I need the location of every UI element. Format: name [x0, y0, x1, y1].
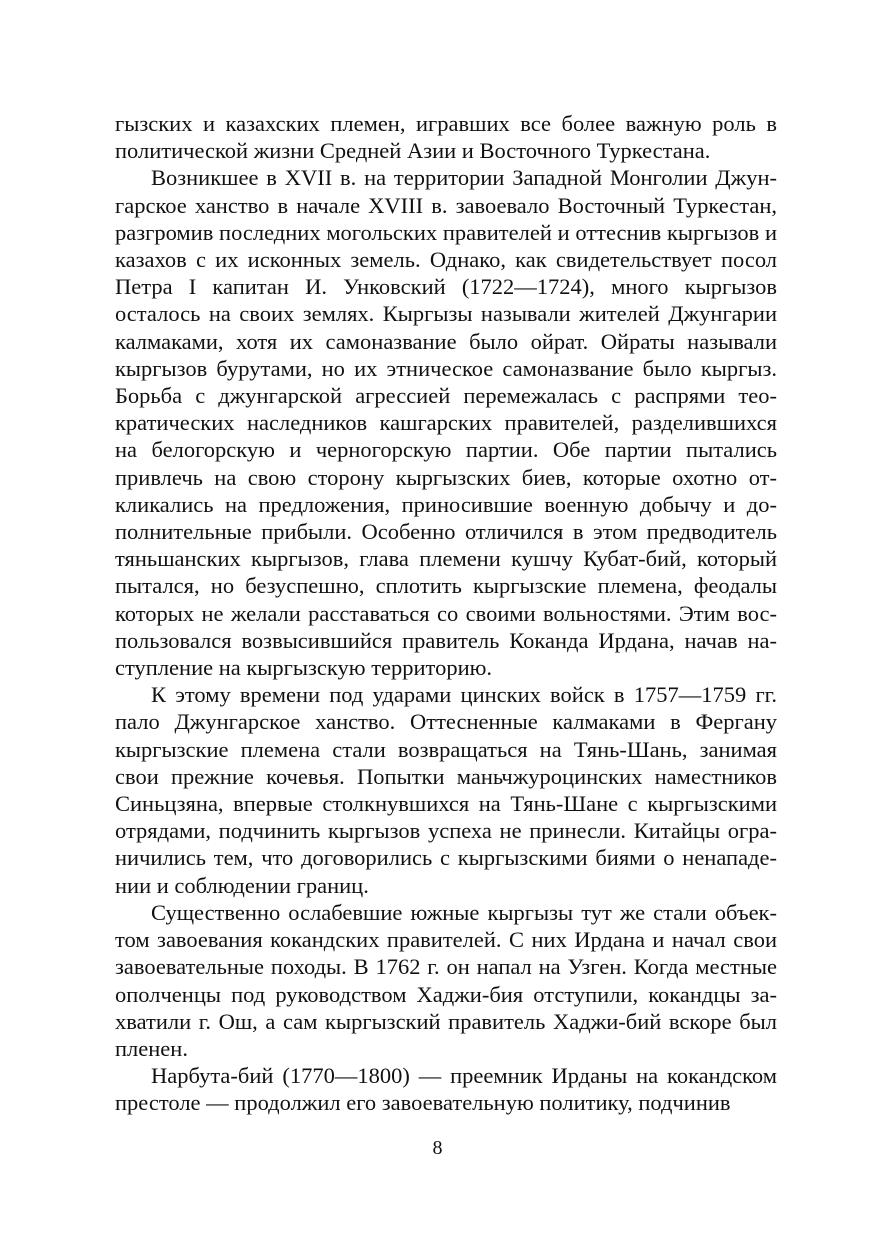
paragraph-5: Нарбута-бий (1770—1800) — преемник Ирданы на кокандском престоле — продолжил его завоевательную политику, подчинив: [115, 1063, 777, 1116]
paragraph-3: К этому времени под ударами цинских войск в 1757—1759 гг. пало Джунгарское ханство. Оттесненные калмаками в Фергану кыргызские племена стали возвращаться на Тянь-Шань, занимая свои прежние кочевья. Попытки маньчжуроцинских наместников Синьцзяна, впервые столкнувшихся на Тянь-Шане с кыргызскими отрядами, подчинить кыргызов успеха не принесли. Китайцы ограничились тем, что договорились с кыргызскими биями о ненападении и соблюдении границ.: [115, 682, 777, 898]
page-text-block: [115, 110, 777, 1117]
paragraph-1: гызских и казахских племен, игравших все более важную роль в политической жизни Средней Азии и Восточного Туркестана.: [115, 111, 777, 164]
paragraph-2: Возникшее в XVII в. на территории Западной Монголии Джунгарское ханство в начале XVIII в. завоевало Восточный Туркестан, разгромив последних могольских правителей и оттеснив кыргызов и казахов с их исконных земель. Однако, как свидетельствует посол Петра I капитан И. Унковский (1722—1724), много кыргызов осталось на своих землях. Кыргызы называли жителей Джунгарии калмаками, хотя их самоназвание было ойрат. Ойраты называли кыргызов бурутами, но их этническое самоназвание было кыргыз. Борьба с джунгарской агрессией перемежалась с распрями теократических наследников кашгарских правителей, разделившихся на белогорскую и черногорскую партии. Обе партии пытались привлечь на свою сторону кыргызских биев, которые охотно откликались на предложения, приносившие военную добычу и дополнительные прибыли. Особенно отличился в этом предводитель тяньшанских кыргызов, глава племени кушчу Кубат-бий, который пытался, но безуспешно, сплотить кыргызские племена, феодалы которых не желали расставаться со своими вольностями. Этим воспользовался возвысившийся правитель Коканда Ирдана, начав наступление на кыргызскую территорию.: [115, 165, 777, 681]
paragraph-4: Существенно ослабевшие южные кыргызы тут же стали объектом завоевания кокандских правителей. С них Ирдана и начал свои завоевательные походы. В 1762 г. он напал на Узген. Когда местные ополченцы под руководством Хаджи-бия отступили, кокандцы захватили г. Ош, а сам кыргызский правитель Хаджи-бий вскоре был пленен.: [115, 899, 777, 1061]
page-number: 8: [432, 1137, 443, 1159]
